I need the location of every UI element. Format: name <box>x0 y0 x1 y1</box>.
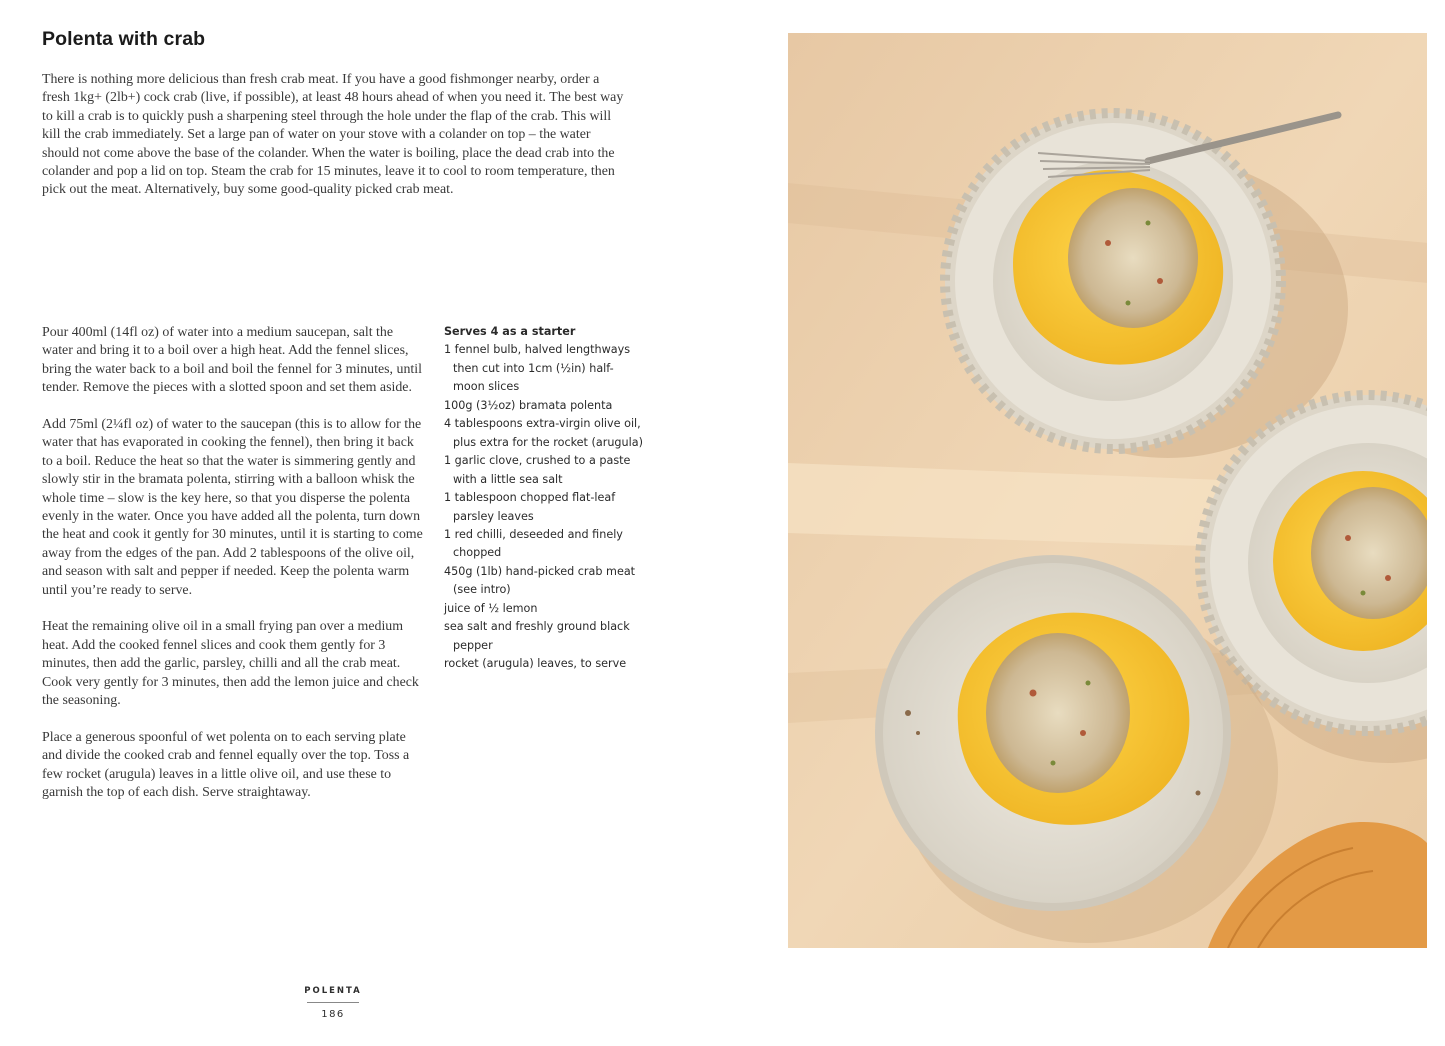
ingredient-item: sea salt and freshly ground black pepper <box>444 620 630 652</box>
method-column <box>42 324 427 821</box>
ingredient-item: 1 tablespoon chopped flat-leaf parsley leaves <box>444 491 616 523</box>
section-name: POLENTA <box>304 986 362 996</box>
ingredient-item: 1 fennel bulb, halved lengthways then cut into 1cm (½in) half-moon slices <box>444 343 631 394</box>
ingredient-item: 1 red chilli, deseeded and finely chopped <box>444 527 623 560</box>
method-step: Add 75ml (2¼fl oz) of water to the saucepan (this is to allow for the water that has evaporated in cooking the fennel), then bring it back to a boil. Reduce the heat so that the water is simmering gently and slowly stir in the bramata polenta, stirring with a balloon whisk the whole time – slow is the key here, so that you disperse the polenta evenly in the water. Once you have added all the polenta, turn down the heat and cook it gently for 30 minutes, until it is starting to come away from the edges of the pan. Add 2 tablespoons of the olive oil, and season with salt and pepper if needed. Keep the polenta warm until you’re ready to serve. <box>42 417 423 598</box>
recipe-title: Polenta with crab <box>42 28 206 50</box>
ingredient-item: 100g (3½oz) bramata polenta <box>444 398 613 412</box>
ingredient-item: 4 tablespoons extra-virgin olive oil, plus extra for the rocket (arugula) <box>444 417 643 449</box>
photo-illustration <box>788 33 1427 948</box>
serves-heading: Serves 4 as a starter <box>444 325 576 338</box>
method-step: Place a generous spoonful of wet polenta on to each serving plate and divide the cooked crab and fennel equally over the top. Toss a few rocket (arugula) leaves in a little olive oil, and use these to garnish the top of each dish. Serve straightaway. <box>42 729 410 801</box>
ingredients-list <box>444 323 644 674</box>
method-step: Pour 400ml (14fl oz) of water into a medium saucepan, salt the water and bring it to a boil over a high heat. Add the fennel slices, bring the water back to a boil and boil the fennel for 3 minutes, until tender. Remove the pieces with a slotted spoon and set them aside. <box>42 325 422 396</box>
page-footer <box>283 986 383 1020</box>
ingredient-item: 450g (1lb) hand-picked crab meat (see intro) <box>444 564 636 597</box>
bottom-plate <box>875 555 1231 911</box>
page-number: 186 <box>321 1009 345 1020</box>
recipe-photo <box>788 33 1427 948</box>
method-step: Heat the remaining olive oil in a small frying pan over a medium heat. Add the cooked fennel slices and cook them gently for 3 minutes, then add the garlic, parsley, chilli and all the crab meat. Cook very gently for 3 minutes, then add the lemon juice and check the seasoning. <box>42 619 419 709</box>
ingredient-item: 1 garlic clove, crushed to a paste with a little sea salt <box>444 454 631 486</box>
ingredient-item: juice of ½ lemon <box>444 601 538 615</box>
recipe-intro: There is nothing more delicious than fresh crab meat. If you have a good fishmonger nearby, order a fresh 1kg+ (2lb+) cock crab (live, if possible), at least 48 hours ahead of when you need it. The best way to kill a crab is to quickly push a sharpening steel through the hole under the flap of the crab. This will kill the crab immediately. Set a large pan of water on your stove with a colander on top – the water should not come above the base of the colander. When the water is boiling, place the dead crab into the colander and pop a lid on top. Steam the crab for 15 minutes, leave it to cool to room temperature, then pick out the meat. Alternatively, buy some good-quality picked crab meat. <box>42 72 624 198</box>
ingredient-item: rocket (arugula) leaves, to serve <box>444 657 627 671</box>
footer-divider <box>307 1002 359 1003</box>
